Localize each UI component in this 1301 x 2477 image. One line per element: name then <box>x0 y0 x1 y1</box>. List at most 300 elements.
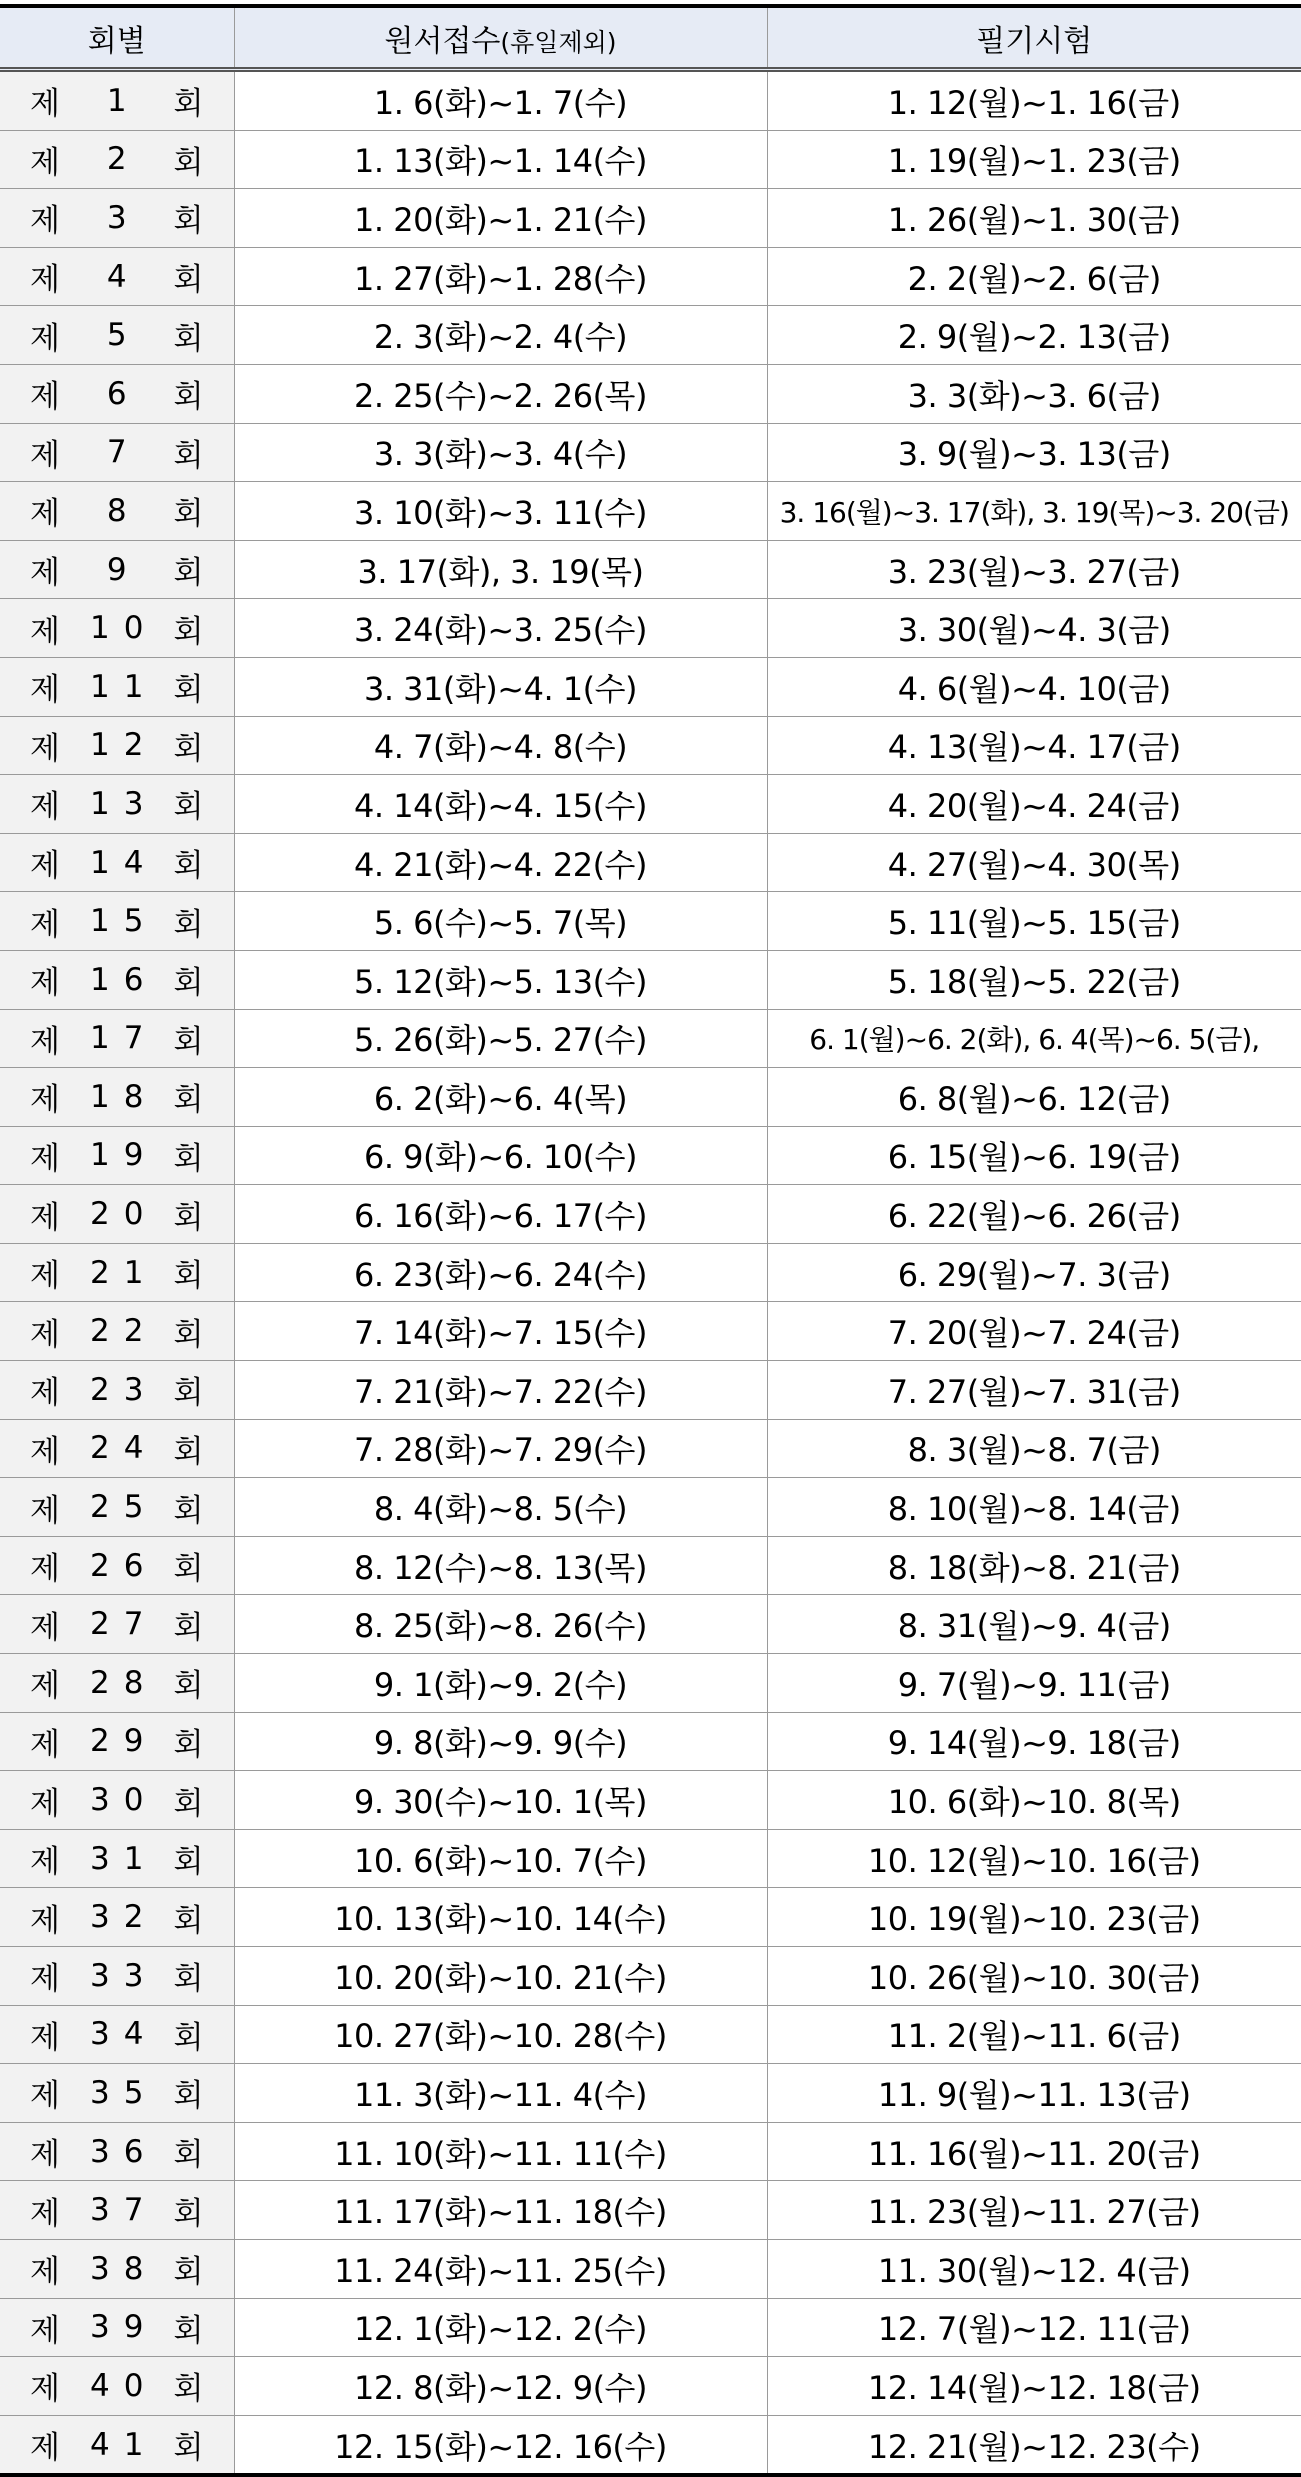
round-number: 5 <box>106 317 141 354</box>
application-period-cell: 3. 3(화)~3. 4(수) <box>234 423 767 482</box>
round-number: 16 <box>90 961 158 998</box>
application-period-cell: 9. 30(수)~10. 1(목) <box>234 1771 767 1830</box>
round-label <box>0 834 234 892</box>
application-period-cell: 6. 9(화)~6. 10(수) <box>234 1126 767 1185</box>
application-period-cell: 12. 1(화)~12. 2(수) <box>234 2298 767 2357</box>
table-row <box>0 1888 1301 1947</box>
round-prefix: 제 <box>30 789 60 826</box>
round-number: 9 <box>106 551 141 588</box>
table-row <box>0 1829 1301 1888</box>
round-prefix: 제 <box>30 2430 60 2467</box>
round-suffix: 회 <box>173 1140 204 1177</box>
table-row <box>0 1302 1301 1361</box>
round-label <box>0 2006 234 2064</box>
table-row <box>0 1185 1301 1244</box>
round-label <box>0 1127 234 1185</box>
round-cell <box>0 950 234 1009</box>
round-suffix: 회 <box>173 1082 204 1119</box>
exam-period-cell: 10. 26(월)~10. 30(금) <box>767 1947 1301 2006</box>
exam-period-cell: 3. 30(월)~4. 3(금) <box>767 599 1301 658</box>
round-number: 26 <box>90 1547 158 1584</box>
round-suffix: 회 <box>173 1668 204 1705</box>
round-prefix: 제 <box>30 730 60 767</box>
round-prefix: 제 <box>30 1902 60 1939</box>
round-cell <box>0 1536 234 1595</box>
round-prefix: 제 <box>30 1258 60 1295</box>
round-label <box>0 306 234 364</box>
round-label <box>0 1244 234 1302</box>
round-number: 6 <box>106 375 141 412</box>
round-cell <box>0 1243 234 1302</box>
table-row <box>0 2298 1301 2357</box>
round-suffix: 회 <box>173 2078 204 2115</box>
round-number: 28 <box>90 1664 158 1701</box>
application-period-cell: 1. 27(화)~1. 28(수) <box>234 247 767 306</box>
exam-period-cell: 11. 2(월)~11. 6(금) <box>767 2005 1301 2064</box>
round-prefix: 제 <box>30 965 60 1002</box>
exam-period-cell: 10. 19(월)~10. 23(금) <box>767 1888 1301 1947</box>
round-prefix: 제 <box>30 1023 60 1060</box>
round-label <box>0 1713 234 1771</box>
table-row <box>0 1712 1301 1771</box>
round-cell <box>0 1829 234 1888</box>
round-cell <box>0 2239 234 2298</box>
round-label <box>0 1595 234 1653</box>
application-period-cell: 2. 25(수)~2. 26(목) <box>234 364 767 423</box>
application-period-cell: 3. 31(화)~4. 1(수) <box>234 657 767 716</box>
round-prefix: 제 <box>30 1726 60 1763</box>
header-round-label: 회별 <box>87 23 146 59</box>
application-period-cell: 6. 2(화)~6. 4(목) <box>234 1068 767 1127</box>
round-label <box>0 658 234 716</box>
round-number: 7 <box>106 434 141 471</box>
exam-period-cell: 11. 23(월)~11. 27(금) <box>767 2181 1301 2240</box>
table-row <box>0 2415 1301 2475</box>
round-label <box>0 1185 234 1243</box>
application-period-cell: 12. 15(화)~12. 16(수) <box>234 2415 767 2475</box>
round-label <box>0 541 234 599</box>
exam-period-cell: 7. 27(월)~7. 31(금) <box>767 1361 1301 1420</box>
round-suffix: 회 <box>173 1433 204 1470</box>
round-suffix: 회 <box>173 1785 204 1822</box>
round-prefix: 제 <box>30 320 60 357</box>
round-cell <box>0 1595 234 1654</box>
round-prefix: 제 <box>30 1375 60 1412</box>
table-row <box>0 1478 1301 1537</box>
round-cell <box>0 1712 234 1771</box>
round-label <box>0 892 234 950</box>
round-number: 1 <box>106 82 141 119</box>
round-cell <box>0 540 234 599</box>
round-label <box>0 951 234 1009</box>
round-prefix: 제 <box>30 2137 60 2174</box>
application-period-cell: 4. 7(화)~4. 8(수) <box>234 716 767 775</box>
round-label <box>0 1888 234 1946</box>
application-period-cell: 11. 24(화)~11. 25(수) <box>234 2239 767 2298</box>
round-cell <box>0 1654 234 1713</box>
exam-period-cell: 6. 15(월)~6. 19(금) <box>767 1126 1301 1185</box>
table-row <box>0 482 1301 541</box>
round-number: 38 <box>90 2250 158 2287</box>
round-suffix: 회 <box>173 555 204 592</box>
round-suffix: 회 <box>173 203 204 240</box>
round-suffix: 회 <box>173 144 204 181</box>
round-cell <box>0 1888 234 1947</box>
exam-period-cell: 12. 14(월)~12. 18(금) <box>767 2357 1301 2416</box>
round-suffix: 회 <box>173 2254 204 2291</box>
round-label <box>0 2064 234 2122</box>
round-label <box>0 1420 234 1478</box>
round-suffix: 회 <box>173 1902 204 1939</box>
round-label <box>0 1361 234 1419</box>
application-period-cell: 8. 4(화)~8. 5(수) <box>234 1478 767 1537</box>
round-suffix: 회 <box>173 1375 204 1412</box>
round-prefix: 제 <box>30 1433 60 1470</box>
application-period-cell: 11. 17(화)~11. 18(수) <box>234 2181 767 2240</box>
round-number: 11 <box>90 668 158 705</box>
round-label <box>0 189 234 247</box>
table-row <box>0 1009 1301 1068</box>
exam-period-cell: 1. 12(월)~1. 16(금) <box>767 70 1301 131</box>
round-suffix: 회 <box>173 906 204 943</box>
round-suffix: 회 <box>173 2371 204 2408</box>
round-prefix: 제 <box>30 203 60 240</box>
application-period-cell: 10. 13(화)~10. 14(수) <box>234 1888 767 1947</box>
round-cell <box>0 599 234 658</box>
table-row <box>0 2239 1301 2298</box>
exam-period-cell: 6. 1(월)~6. 2(화), 6. 4(목)~6. 5(금), <box>767 1009 1301 1068</box>
round-number: 23 <box>90 1371 158 1408</box>
round-number: 10 <box>90 610 158 647</box>
application-period-cell: 5. 26(화)~5. 27(수) <box>234 1009 767 1068</box>
round-label <box>0 2123 234 2181</box>
round-suffix: 회 <box>173 672 204 709</box>
round-prefix: 제 <box>30 144 60 181</box>
round-cell <box>0 775 234 834</box>
round-label <box>0 72 234 130</box>
round-label <box>0 1068 234 1126</box>
exam-period-cell: 10. 6(화)~10. 8(목) <box>767 1771 1301 1830</box>
round-number: 14 <box>90 844 158 881</box>
exam-period-cell: 4. 13(월)~4. 17(금) <box>767 716 1301 775</box>
application-period-cell: 2. 3(화)~2. 4(수) <box>234 306 767 365</box>
exam-period-cell: 7. 20(월)~7. 24(금) <box>767 1302 1301 1361</box>
round-cell <box>0 2357 234 2416</box>
round-suffix: 회 <box>173 2137 204 2174</box>
round-prefix: 제 <box>30 2371 60 2408</box>
exam-period-cell: 6. 8(월)~6. 12(금) <box>767 1068 1301 1127</box>
exam-period-cell: 1. 26(월)~1. 30(금) <box>767 189 1301 248</box>
application-period-cell: 7. 28(화)~7. 29(수) <box>234 1419 767 1478</box>
exam-period-cell: 5. 11(월)~5. 15(금) <box>767 892 1301 951</box>
round-prefix: 제 <box>30 1609 60 1646</box>
application-period-cell: 5. 6(수)~5. 7(목) <box>234 892 767 951</box>
round-suffix: 회 <box>173 1258 204 1295</box>
round-label <box>0 1771 234 1829</box>
round-number: 13 <box>90 785 158 822</box>
round-prefix: 제 <box>30 1785 60 1822</box>
round-prefix: 제 <box>30 379 60 416</box>
round-number: 20 <box>90 1196 158 1233</box>
exam-period-cell: 5. 18(월)~5. 22(금) <box>767 950 1301 1009</box>
round-cell <box>0 247 234 306</box>
round-label <box>0 717 234 775</box>
round-number: 39 <box>90 2309 158 2346</box>
round-cell <box>0 716 234 775</box>
round-suffix: 회 <box>173 262 204 299</box>
round-label <box>0 1537 234 1595</box>
round-label <box>0 1830 234 1888</box>
round-cell <box>0 189 234 248</box>
round-prefix: 제 <box>30 1316 60 1353</box>
round-number: 8 <box>106 492 141 529</box>
table-row <box>0 189 1301 248</box>
exam-period-cell: 12. 7(월)~12. 11(금) <box>767 2298 1301 2357</box>
table-row <box>0 2357 1301 2416</box>
table-row <box>0 775 1301 834</box>
table-row <box>0 1068 1301 1127</box>
application-period-cell: 6. 16(화)~6. 17(수) <box>234 1185 767 1244</box>
round-label <box>0 1947 234 2005</box>
round-label <box>0 2240 234 2298</box>
exam-period-cell: 9. 14(월)~9. 18(금) <box>767 1712 1301 1771</box>
round-cell <box>0 892 234 951</box>
round-prefix: 제 <box>30 2078 60 2115</box>
exam-period-cell: 8. 3(월)~8. 7(금) <box>767 1419 1301 1478</box>
application-period-cell: 3. 10(화)~3. 11(수) <box>234 482 767 541</box>
round-prefix: 제 <box>30 906 60 943</box>
application-period-cell: 9. 1(화)~9. 2(수) <box>234 1654 767 1713</box>
exam-period-cell: 3. 3(화)~3. 6(금) <box>767 364 1301 423</box>
round-suffix: 회 <box>173 320 204 357</box>
round-suffix: 회 <box>173 86 204 123</box>
round-suffix: 회 <box>173 965 204 1002</box>
application-period-cell: 1. 13(화)~1. 14(수) <box>234 130 767 189</box>
application-period-cell: 10. 20(화)~10. 21(수) <box>234 1947 767 2006</box>
table-row <box>0 1595 1301 1654</box>
round-number: 30 <box>90 1782 158 1819</box>
round-label <box>0 365 234 423</box>
table-row <box>0 1361 1301 1420</box>
table-row <box>0 2005 1301 2064</box>
header-exam-label: 필기시험 <box>976 23 1093 59</box>
exam-period-cell: 8. 31(월)~9. 4(금) <box>767 1595 1301 1654</box>
exam-period-cell: 2. 2(월)~2. 6(금) <box>767 247 1301 306</box>
round-cell <box>0 1771 234 1830</box>
table-row <box>0 1771 1301 1830</box>
round-prefix: 제 <box>30 1082 60 1119</box>
round-label <box>0 1010 234 1068</box>
table-row <box>0 540 1301 599</box>
table-row <box>0 1536 1301 1595</box>
exam-period-cell: 8. 10(월)~8. 14(금) <box>767 1478 1301 1537</box>
round-number: 19 <box>90 1137 158 1174</box>
round-number: 29 <box>90 1723 158 1760</box>
round-prefix: 제 <box>30 437 60 474</box>
round-prefix: 제 <box>30 496 60 533</box>
round-suffix: 회 <box>173 2312 204 2349</box>
round-prefix: 제 <box>30 848 60 885</box>
round-suffix: 회 <box>173 437 204 474</box>
exam-schedule-table <box>0 4 1301 2477</box>
table-row <box>0 130 1301 189</box>
round-number: 40 <box>90 2367 158 2404</box>
round-number: 15 <box>90 903 158 940</box>
table-row <box>0 364 1301 423</box>
exam-period-cell: 11. 9(월)~11. 13(금) <box>767 2064 1301 2123</box>
header-application-label: 원서접수 <box>384 23 501 59</box>
round-suffix: 회 <box>173 848 204 885</box>
round-cell <box>0 1009 234 1068</box>
round-suffix: 회 <box>173 789 204 826</box>
round-suffix: 회 <box>173 1199 204 1236</box>
table-row <box>0 247 1301 306</box>
round-number: 4 <box>106 258 141 295</box>
application-period-cell: 10. 27(화)~10. 28(수) <box>234 2005 767 2064</box>
exam-period-cell: 1. 19(월)~1. 23(금) <box>767 130 1301 189</box>
round-number: 24 <box>90 1430 158 1467</box>
round-cell <box>0 2415 234 2475</box>
round-label <box>0 248 234 306</box>
application-period-cell: 3. 24(화)~3. 25(수) <box>234 599 767 658</box>
round-number: 33 <box>90 1957 158 1994</box>
table-row <box>0 892 1301 951</box>
round-label <box>0 2357 234 2415</box>
round-cell <box>0 423 234 482</box>
exam-period-cell: 6. 22(월)~6. 26(금) <box>767 1185 1301 1244</box>
round-number: 37 <box>90 2192 158 2229</box>
round-prefix: 제 <box>30 86 60 123</box>
round-suffix: 회 <box>173 1609 204 1646</box>
round-label <box>0 482 234 540</box>
round-suffix: 회 <box>173 2430 204 2467</box>
table-row <box>0 1947 1301 2006</box>
round-label <box>0 1654 234 1712</box>
table-row <box>0 1654 1301 1713</box>
table-row <box>0 423 1301 482</box>
header-row <box>0 6 1301 70</box>
round-number: 35 <box>90 2074 158 2111</box>
round-prefix: 제 <box>30 1199 60 1236</box>
table-row <box>0 306 1301 365</box>
round-prefix: 제 <box>30 2312 60 2349</box>
round-suffix: 회 <box>173 730 204 767</box>
round-label <box>0 775 234 833</box>
exam-period-cell: 3. 9(월)~3. 13(금) <box>767 423 1301 482</box>
round-prefix: 제 <box>30 1844 60 1881</box>
exam-period-cell: 6. 29(월)~7. 3(금) <box>767 1243 1301 1302</box>
round-cell <box>0 2064 234 2123</box>
round-prefix: 제 <box>30 1140 60 1177</box>
table-row <box>0 833 1301 892</box>
round-prefix: 제 <box>30 613 60 650</box>
round-label <box>0 1478 234 1536</box>
round-suffix: 회 <box>173 379 204 416</box>
round-cell <box>0 657 234 716</box>
round-prefix: 제 <box>30 2254 60 2291</box>
exam-period-cell: 4. 6(월)~4. 10(금) <box>767 657 1301 716</box>
table-row <box>0 657 1301 716</box>
header-round <box>0 6 234 70</box>
round-prefix: 제 <box>30 2195 60 2232</box>
round-cell <box>0 2181 234 2240</box>
exam-period-cell: 4. 27(월)~4. 30(목) <box>767 833 1301 892</box>
round-prefix: 제 <box>30 1551 60 1588</box>
round-suffix: 회 <box>173 1551 204 1588</box>
round-cell <box>0 1947 234 2006</box>
round-cell <box>0 1419 234 1478</box>
application-period-cell: 1. 6(화)~1. 7(수) <box>234 70 767 131</box>
round-cell <box>0 1185 234 1244</box>
round-label <box>0 2416 234 2474</box>
application-period-cell: 11. 3(화)~11. 4(수) <box>234 2064 767 2123</box>
application-period-cell: 8. 12(수)~8. 13(목) <box>234 1536 767 1595</box>
application-period-cell: 7. 14(화)~7. 15(수) <box>234 1302 767 1361</box>
table-row <box>0 2064 1301 2123</box>
round-cell <box>0 2298 234 2357</box>
round-suffix: 회 <box>173 1492 204 1529</box>
round-number: 32 <box>90 1899 158 1936</box>
round-cell <box>0 482 234 541</box>
table-row <box>0 1126 1301 1185</box>
round-suffix: 회 <box>173 1023 204 1060</box>
round-suffix: 회 <box>173 496 204 533</box>
application-period-cell: 5. 12(화)~5. 13(수) <box>234 950 767 1009</box>
round-cell <box>0 306 234 365</box>
round-suffix: 회 <box>173 613 204 650</box>
round-number: 41 <box>90 2426 158 2463</box>
round-number: 21 <box>90 1254 158 1291</box>
round-suffix: 회 <box>173 2195 204 2232</box>
round-cell <box>0 1302 234 1361</box>
round-cell <box>0 1068 234 1127</box>
round-suffix: 회 <box>173 1316 204 1353</box>
round-suffix: 회 <box>173 2019 204 2056</box>
round-cell <box>0 130 234 189</box>
round-cell <box>0 1478 234 1537</box>
table-row <box>0 1243 1301 1302</box>
application-period-cell: 10. 6(화)~10. 7(수) <box>234 1829 767 1888</box>
exam-period-cell: 11. 16(월)~11. 20(금) <box>767 2122 1301 2181</box>
application-period-cell: 3. 17(화), 3. 19(목) <box>234 540 767 599</box>
round-number: 25 <box>90 1489 158 1526</box>
round-label <box>0 2299 234 2357</box>
round-label <box>0 2181 234 2239</box>
round-cell <box>0 2005 234 2064</box>
round-label <box>0 1302 234 1360</box>
round-number: 2 <box>106 141 141 178</box>
table-body <box>0 70 1301 2476</box>
table-row <box>0 950 1301 1009</box>
round-number: 3 <box>106 199 141 236</box>
table-row <box>0 2181 1301 2240</box>
round-prefix: 제 <box>30 555 60 592</box>
application-period-cell: 8. 25(화)~8. 26(수) <box>234 1595 767 1654</box>
round-prefix: 제 <box>30 1492 60 1529</box>
exam-period-cell: 8. 18(화)~8. 21(금) <box>767 1536 1301 1595</box>
exam-period-cell: 3. 23(월)~3. 27(금) <box>767 540 1301 599</box>
application-period-cell: 4. 14(화)~4. 15(수) <box>234 775 767 834</box>
application-period-cell: 11. 10(화)~11. 11(수) <box>234 2122 767 2181</box>
exam-period-cell: 11. 30(월)~12. 4(금) <box>767 2239 1301 2298</box>
round-number: 18 <box>90 1078 158 1115</box>
round-number: 22 <box>90 1313 158 1350</box>
round-number: 12 <box>90 727 158 764</box>
exam-period-cell: 2. 9(월)~2. 13(금) <box>767 306 1301 365</box>
round-suffix: 회 <box>173 1961 204 1998</box>
application-period-cell: 12. 8(화)~12. 9(수) <box>234 2357 767 2416</box>
round-suffix: 회 <box>173 1844 204 1881</box>
